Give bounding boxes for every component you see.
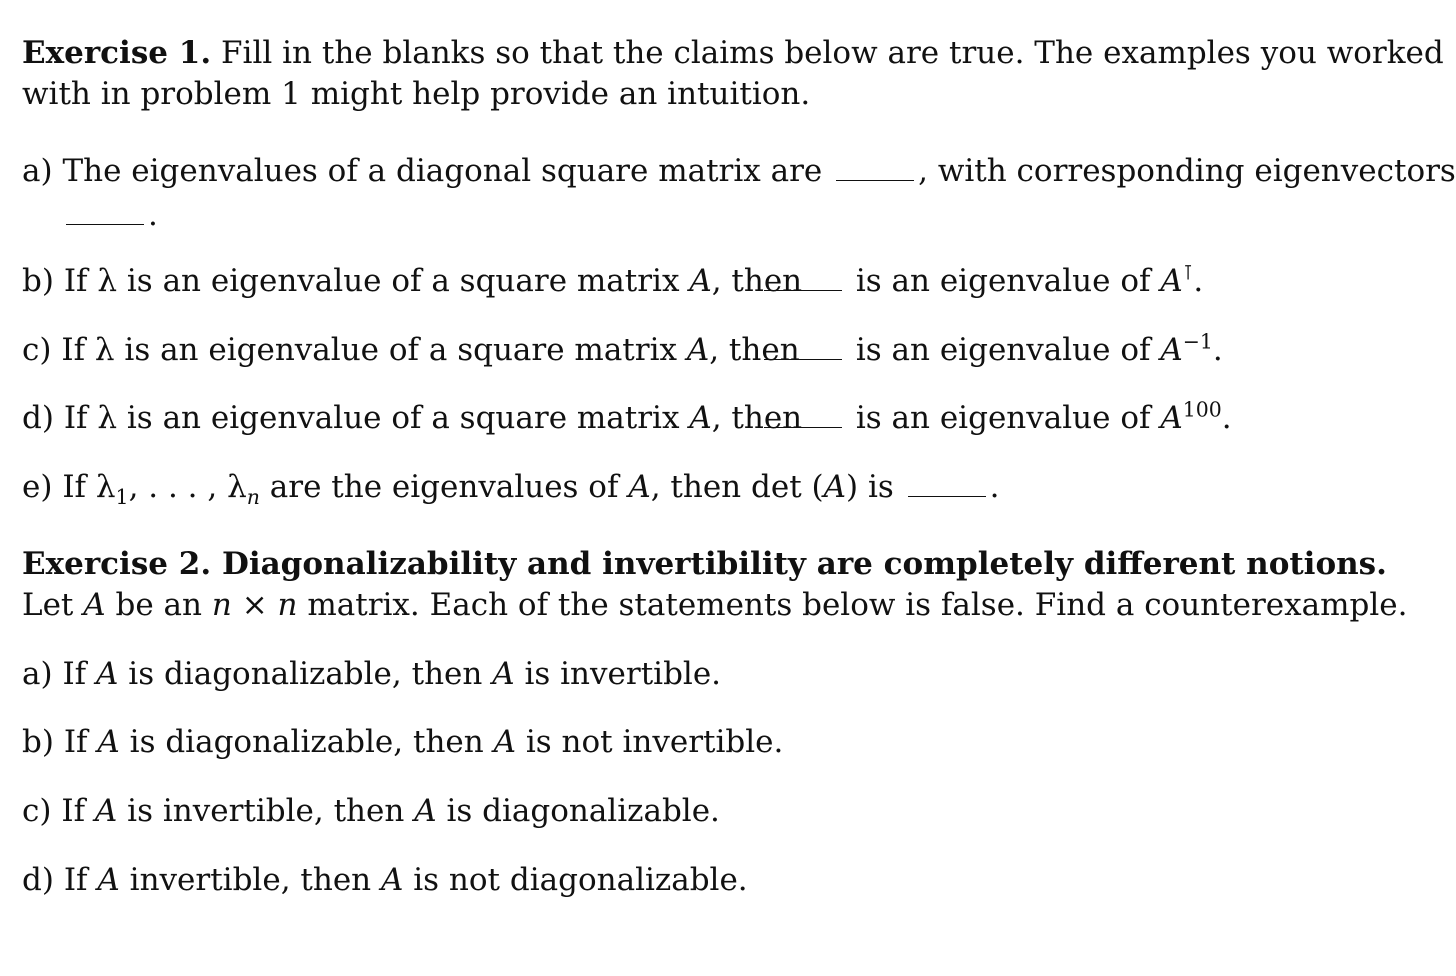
- item-text: , then: [709, 332, 800, 368]
- matrix-var: A: [94, 793, 118, 829]
- item-label: c): [22, 332, 52, 368]
- answer-blank[interactable]: [764, 427, 842, 428]
- item-text: The eigenvalues of a diagonal square matrix are: [62, 153, 823, 189]
- answer-blank[interactable]: [66, 224, 144, 225]
- item-text: , then: [711, 400, 803, 436]
- exercise1-heading: Exercise 1.: [22, 35, 212, 71]
- item-text: .: [1193, 263, 1204, 299]
- exercise2-heading: Exercise 2. Diagonalizability and invertibility are completely different notions.: [22, 546, 1387, 582]
- item-text: is diagonalizable, then: [128, 656, 483, 692]
- exercise1-item-b-right: [764, 260, 1204, 299]
- item-label: d): [22, 862, 54, 898]
- exercise1-item-e: [22, 469, 1000, 510]
- matrix-var: A: [1160, 400, 1183, 436]
- matrix-var: A: [689, 400, 712, 436]
- answer-blank[interactable]: [836, 180, 914, 181]
- matrix-var: A: [823, 469, 846, 505]
- exercise1-item-a: [22, 153, 1456, 189]
- matrix-var: A: [1160, 263, 1183, 299]
- answer-blank[interactable]: [908, 496, 986, 497]
- item-text: , then det (: [650, 469, 824, 505]
- item-label: e): [22, 469, 53, 505]
- exercise2-item-c: [22, 793, 720, 829]
- times-symbol: ×: [241, 587, 268, 623]
- item-label: a): [22, 153, 53, 189]
- exercise2-item-d: [22, 862, 748, 898]
- exercise1-item-c-right: [764, 329, 1223, 368]
- item-text: is not diagonalizable.: [413, 862, 748, 898]
- subscript: n: [246, 485, 260, 510]
- item-text: are the eigenvalues of: [269, 469, 619, 505]
- matrix-var: A: [83, 587, 106, 623]
- dimension-var: n: [211, 587, 232, 623]
- item-text: .: [1221, 400, 1232, 436]
- dimension-var: n: [277, 587, 298, 623]
- item-text: invertible, then: [129, 862, 372, 898]
- matrix-var: A: [493, 724, 516, 760]
- exercise2-item-b: [22, 724, 784, 760]
- exercise1-intro-line1: [22, 35, 1444, 71]
- item-text: Let: [22, 587, 74, 623]
- item-label: b): [22, 263, 54, 299]
- item-text: is invertible, then: [127, 793, 405, 829]
- item-text: .: [148, 197, 158, 233]
- item-text: is diagonalizable.: [446, 793, 720, 829]
- matrix-var: A: [689, 263, 712, 299]
- answer-blank[interactable]: [764, 359, 842, 360]
- item-text: If λ: [62, 469, 116, 505]
- item-label: c): [22, 793, 52, 829]
- power-sup: 100: [1182, 397, 1222, 422]
- item-text: be an: [115, 587, 202, 623]
- inverse-sup: −1: [1182, 329, 1213, 354]
- matrix-var: A: [628, 469, 651, 505]
- item-text: If: [62, 656, 87, 692]
- item-text: is not invertible.: [525, 724, 784, 760]
- item-text: .: [989, 469, 1000, 505]
- matrix-var: A: [97, 862, 120, 898]
- exercise1-item-c: [22, 332, 800, 368]
- exercise1-item-d: [22, 400, 803, 436]
- item-text: is an eigenvalue of: [855, 332, 1151, 368]
- exercise2-item-a: [22, 656, 722, 692]
- item-text: , then: [711, 263, 803, 299]
- item-text: matrix. Each of the statements below is false. Find a counterexample.: [307, 587, 1408, 623]
- exercise1-item-b: [22, 263, 803, 299]
- item-text: If λ is an eigenvalue of a square matrix: [61, 332, 677, 368]
- item-text: If: [61, 793, 86, 829]
- item-text: , with corresponding eigenvectors: [918, 153, 1456, 189]
- matrix-var: A: [686, 332, 710, 368]
- exercise2-intro: [22, 587, 1408, 623]
- item-text: If: [63, 862, 88, 898]
- matrix-var: A: [381, 862, 404, 898]
- exercise1-item-d-right: [764, 397, 1232, 436]
- item-text: .: [1212, 332, 1223, 368]
- answer-blank[interactable]: [764, 290, 842, 291]
- matrix-var: A: [414, 793, 437, 829]
- matrix-var: A: [1160, 332, 1183, 368]
- item-label: a): [22, 656, 53, 692]
- matrix-var: A: [492, 656, 515, 692]
- item-text: ) is: [846, 469, 894, 505]
- item-text: is an eigenvalue of: [855, 400, 1151, 436]
- item-text: If: [63, 724, 88, 760]
- exercise1-item-a-cont: [66, 197, 158, 233]
- item-text: is diagonalizable, then: [129, 724, 484, 760]
- item-text: , . . . , λ: [128, 469, 247, 505]
- item-label: d): [22, 400, 54, 436]
- item-label: b): [22, 724, 54, 760]
- item-text: is an eigenvalue of: [855, 263, 1151, 299]
- item-text: is invertible.: [524, 656, 722, 692]
- subscript: 1: [115, 485, 129, 510]
- item-text: If λ is an eigenvalue of a square matrix: [63, 263, 680, 299]
- item-text: If λ is an eigenvalue of a square matrix: [63, 400, 680, 436]
- exercise1-intro-line2: with in problem 1 might help provide an intuition.: [22, 76, 811, 112]
- matrix-var: A: [97, 724, 120, 760]
- transpose-sup: ⊺: [1182, 260, 1194, 285]
- matrix-var: A: [96, 656, 119, 692]
- exercise1-intro-text: Fill in the blanks so that the claims below are true. The examples you worked: [221, 35, 1444, 71]
